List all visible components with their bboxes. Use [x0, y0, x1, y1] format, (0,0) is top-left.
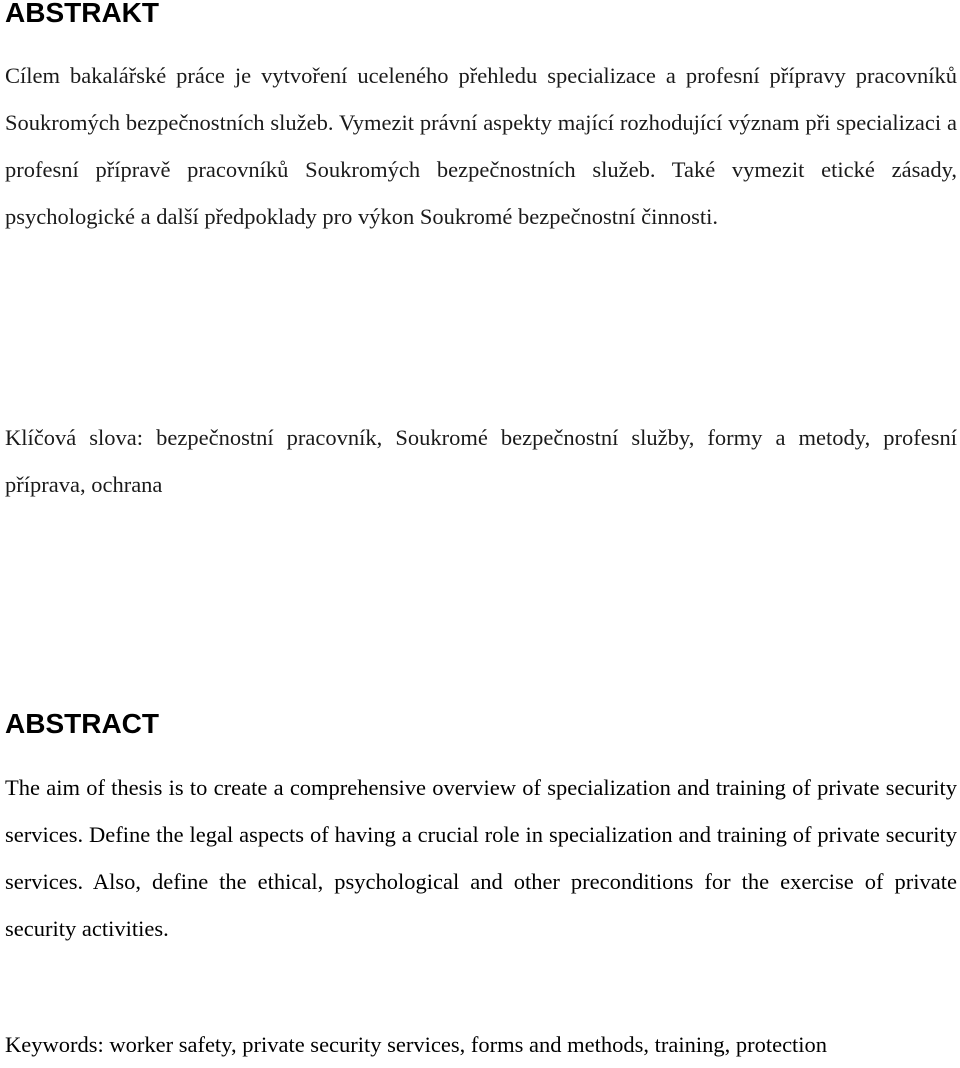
- english-abstract-paragraph: The aim of thesis is to create a comprehensive overview of specialization and training of private security services. Define the legal aspects of having a crucial role in specialization and training of private security services. Also, define the ethical, psychological and other preconditions for the exercise of private security activities.: [5, 775, 957, 941]
- english-keywords-paragraph: Keywords: worker safety, private security services, forms and methods, training, protection: [5, 1032, 828, 1057]
- czech-keywords-paragraph: Klíčová slova: bezpečnostní pracovník, Soukromé bezpečnostní služby, formy a metody, profesní příprava, ochrana: [5, 425, 957, 497]
- english-abstract-heading: ABSTRACT: [5, 708, 159, 739]
- czech-abstract-heading: ABSTRAKT: [5, 0, 159, 28]
- czech-abstract-paragraph: Cílem bakalářské práce je vytvoření uceleného přehledu specializace a profesní přípravy pracovníků Soukromých bezpečnostních služeb. Vymezit právní aspekty mající rozhodující význam při specializaci a profesní přípravě pracovníků Soukromých bezpečnostních služeb. Také vymezit etické zásady, psychologické a další předpoklady pro výkon Soukromé bezpečnostní činnosti.: [5, 63, 957, 229]
